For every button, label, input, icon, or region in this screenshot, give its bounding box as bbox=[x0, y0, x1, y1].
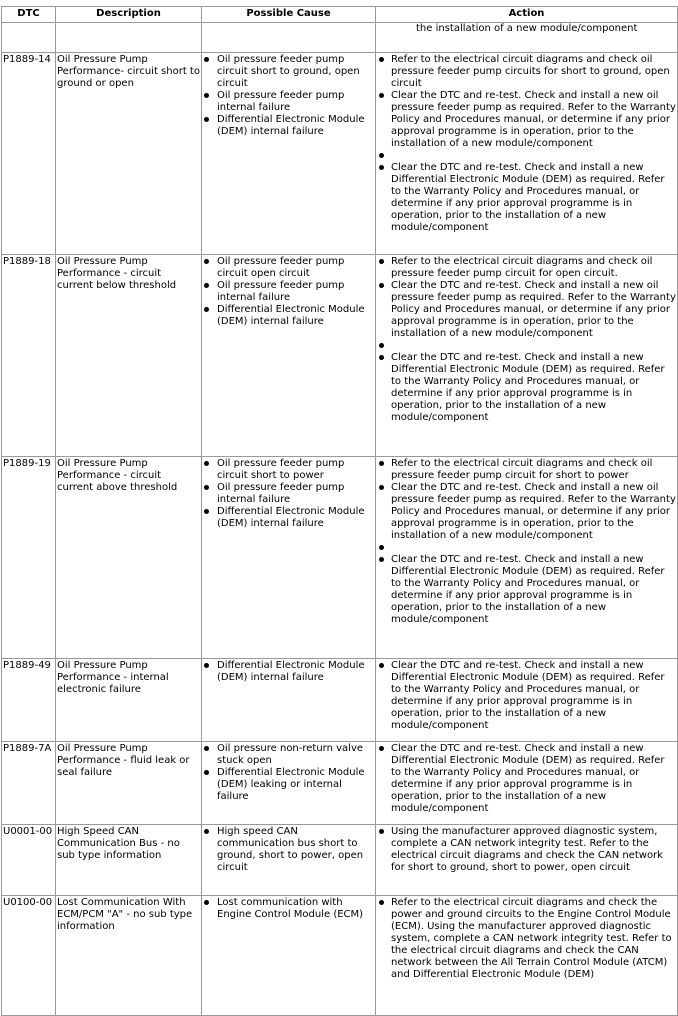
possible-cause-cell bbox=[202, 742, 376, 825]
possible-cause-item: Differential Electronic Module (DEM) leaking or internal failure bbox=[217, 767, 374, 803]
table-row bbox=[2, 255, 678, 457]
action-cell bbox=[376, 457, 678, 659]
possible-cause-cell bbox=[202, 825, 376, 896]
action-item: Clear the DTC and re-test. Check and install a new Differential Electronic Module (DEM) as required. Refer to the Warranty Policy and Procedures manual, or determine if any prior approval programme is in operation, prior to the installation of a new module/component bbox=[391, 743, 676, 815]
possible-cause-item: Differential Electronic Module (DEM) internal failure bbox=[217, 660, 374, 684]
possible-cause-list bbox=[203, 826, 374, 874]
action-item: Refer to the electrical circuit diagrams and check oil pressure feeder pump circuits for short to ground, open circuit bbox=[391, 54, 676, 90]
possible-cause-list bbox=[203, 256, 374, 328]
action-list bbox=[377, 743, 676, 815]
possible-cause-item: Differential Electronic Module (DEM) internal failure bbox=[217, 304, 374, 328]
possible-cause-item: Differential Electronic Module (DEM) internal failure bbox=[217, 114, 374, 138]
action-item bbox=[391, 542, 676, 554]
action-list bbox=[377, 458, 676, 626]
header-description: Description bbox=[56, 7, 202, 23]
possible-cause-cell bbox=[202, 457, 376, 659]
dtc-code: P1889-19 bbox=[2, 457, 56, 659]
table-row bbox=[2, 896, 678, 1016]
action-cell bbox=[376, 742, 678, 825]
continuation-row bbox=[2, 23, 678, 53]
table-body bbox=[2, 23, 678, 1016]
header-action: Action bbox=[376, 7, 678, 23]
action-item bbox=[391, 340, 676, 352]
possible-cause-list bbox=[203, 743, 374, 803]
action-item: Refer to the electrical circuit diagrams and check oil pressure feeder pump circuit for short to power bbox=[391, 458, 676, 482]
dtc-description: Oil Pressure Pump Performance - internal electronic failure bbox=[56, 659, 202, 742]
action-list bbox=[377, 897, 676, 981]
possible-cause-item: Oil pressure feeder pump circuit open circuit bbox=[217, 256, 374, 280]
action-item: Clear the DTC and re-test. Check and install a new oil pressure feeder pump as required. Refer to the Warranty Policy and Procedures manual, or determine if any prior approval programme is in operation, prior to the installation of a new module/component bbox=[391, 90, 676, 149]
action-cell bbox=[376, 825, 678, 896]
possible-cause-cell bbox=[202, 659, 376, 742]
action-item: Clear the DTC and re-test. Check and install a new Differential Electronic Module (DEM) as required. Refer to the Warranty Policy and Procedures manual, or determine if any prior approval programme is in operation, prior to the installation of a new module/component bbox=[391, 554, 676, 626]
action-cell bbox=[376, 255, 678, 457]
dtc-description: Oil Pressure Pump Performance - fluid leak or seal failure bbox=[56, 742, 202, 825]
table-row bbox=[2, 53, 678, 255]
dtc-code: P1889-14 bbox=[2, 53, 56, 255]
dtc-description: Oil Pressure Pump Performance- circuit short to ground or open bbox=[56, 53, 202, 255]
dtc-code: U0100-00 bbox=[2, 896, 56, 1016]
table-row bbox=[2, 742, 678, 825]
continuation-description-cell bbox=[56, 23, 202, 53]
possible-cause-item: Oil pressure feeder pump circuit short to power bbox=[217, 458, 374, 482]
table-row bbox=[2, 659, 678, 742]
action-item bbox=[391, 150, 676, 162]
action-list bbox=[377, 54, 676, 234]
header-dtc: DTC bbox=[2, 7, 56, 23]
possible-cause-item: Oil pressure feeder pump internal failure bbox=[217, 280, 374, 304]
table-header bbox=[2, 7, 678, 23]
dtc-code: P1889-18 bbox=[2, 255, 56, 457]
continuation-text: the installation of a new module/component bbox=[416, 23, 638, 34]
action-cell bbox=[376, 896, 678, 1016]
possible-cause-item: Oil pressure feeder pump internal failure bbox=[217, 482, 374, 506]
action-item: Clear the DTC and re-test. Check and install a new oil pressure feeder pump as required. Refer to the Warranty Policy and Procedures manual, or determine if any prior approval programme is in operation, prior to the installation of a new module/component bbox=[391, 482, 676, 541]
table-row bbox=[2, 457, 678, 659]
possible-cause-list bbox=[203, 458, 374, 530]
dtc-code: P1889-49 bbox=[2, 659, 56, 742]
possible-cause-item: High speed CAN communication bus short to ground, short to power, open circuit bbox=[217, 826, 374, 874]
possible-cause-cell bbox=[202, 255, 376, 457]
action-item: Clear the DTC and re-test. Check and install a new Differential Electronic Module (DEM) as required. Refer to the Warranty Policy and Procedures manual, or determine if any prior approval programme is in operation, prior to the installation of a new module/component bbox=[391, 352, 676, 424]
possible-cause-list bbox=[203, 897, 374, 921]
action-list bbox=[377, 660, 676, 732]
action-cell bbox=[376, 659, 678, 742]
continuation-action-cell bbox=[376, 23, 678, 53]
header-row bbox=[2, 7, 678, 23]
dtc-code: U0001-00 bbox=[2, 825, 56, 896]
action-item: Clear the DTC and re-test. Check and install a new oil pressure feeder pump as required. Refer to the Warranty Policy and Procedures manual, or determine if any prior approval programme is in operation, prior to the installation of a new module/component bbox=[391, 280, 676, 339]
dtc-description: Oil Pressure Pump Performance - circuit current above threshold bbox=[56, 457, 202, 659]
possible-cause-list bbox=[203, 660, 374, 684]
possible-cause-cell bbox=[202, 896, 376, 1016]
possible-cause-item: Differential Electronic Module (DEM) internal failure bbox=[217, 506, 374, 530]
dtc-description: Oil Pressure Pump Performance - circuit current below threshold bbox=[56, 255, 202, 457]
header-possible-cause: Possible Cause bbox=[202, 7, 376, 23]
possible-cause-item: Oil pressure feeder pump internal failure bbox=[217, 90, 374, 114]
action-item: Refer to the electrical circuit diagrams and check the power and ground circuits to the Engine Control Module (ECM). Using the manufacturer approved diagnostic system, complete a CAN network integrity test. Refer to the electrical circuit diagrams and check the CAN network between the All Terrain Control Module (ATCM) and Differential Electronic Module (DEM) bbox=[391, 897, 676, 981]
action-item: Clear the DTC and re-test. Check and install a new Differential Electronic Module (DEM) as required. Refer to the Warranty Policy and Procedures manual, or determine if any prior approval programme is in operation, prior to the installation of a new module/component bbox=[391, 660, 676, 732]
possible-cause-item: Lost communication with Engine Control Module (ECM) bbox=[217, 897, 374, 921]
possible-cause-item: Oil pressure non-return valve stuck open bbox=[217, 743, 374, 767]
action-list bbox=[377, 826, 676, 874]
possible-cause-list bbox=[203, 54, 374, 138]
action-cell bbox=[376, 53, 678, 255]
action-item: Clear the DTC and re-test. Check and install a new Differential Electronic Module (DEM) as required. Refer to the Warranty Policy and Procedures manual, or determine if any prior approval programme is in operation, prior to the installation of a new module/component bbox=[391, 162, 676, 234]
action-list bbox=[377, 256, 676, 424]
table-row bbox=[2, 825, 678, 896]
dtc-description: Lost Communication With ECM/PCM "A" - no sub type information bbox=[56, 896, 202, 1016]
dtc-table bbox=[1, 6, 678, 1016]
continuation-dtc-cell bbox=[2, 23, 56, 53]
dtc-description: High Speed CAN Communication Bus - no sub type information bbox=[56, 825, 202, 896]
possible-cause-cell bbox=[202, 53, 376, 255]
action-item: Refer to the electrical circuit diagrams and check oil pressure feeder pump circuit for open circuit. bbox=[391, 256, 676, 280]
dtc-code: P1889-7A bbox=[2, 742, 56, 825]
action-item: Using the manufacturer approved diagnostic system, complete a CAN network integrity test. Refer to the electrical circuit diagrams and check the CAN network for short to ground, short to power, open circuit bbox=[391, 826, 676, 874]
possible-cause-item: Oil pressure feeder pump circuit short to ground, open circuit bbox=[217, 54, 374, 90]
continuation-cause-cell bbox=[202, 23, 376, 53]
